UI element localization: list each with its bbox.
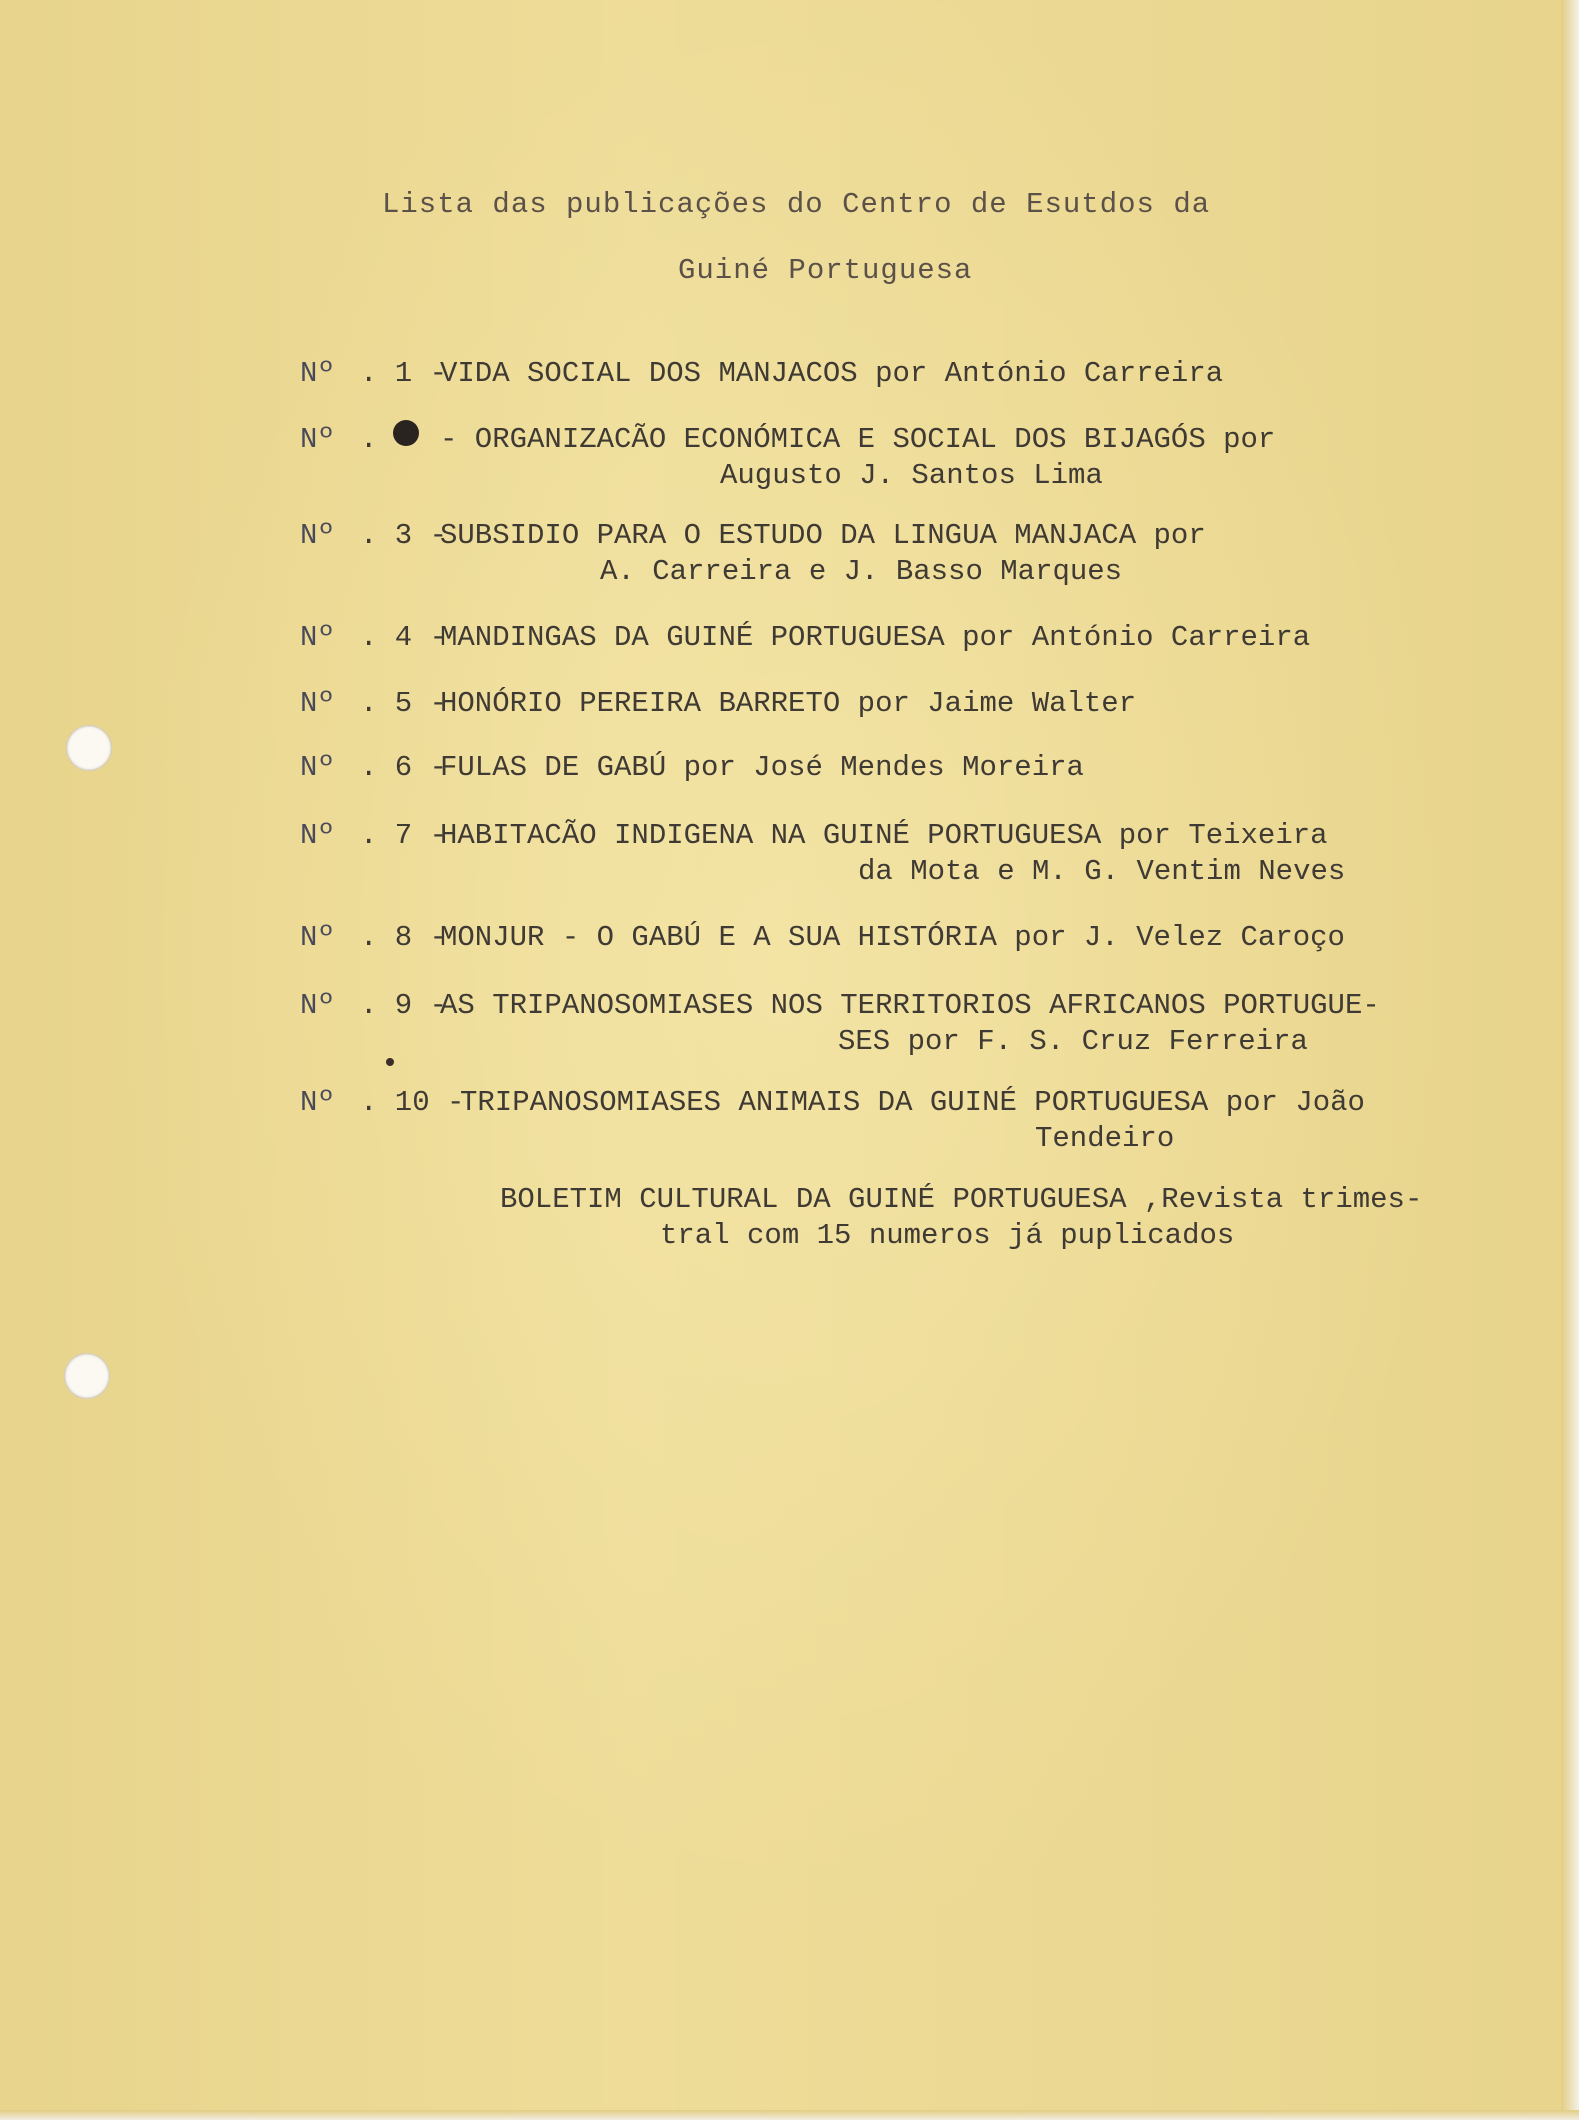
entry-number-label: Nº: [300, 423, 335, 456]
entry-author: da Mota e M. G. Ventim Neves: [858, 855, 1346, 888]
entry-title: MANDINGAS DA GUINÉ PORTUGUESA por António Carreira: [440, 621, 1311, 654]
boletim-line-2: tral com 15 numeros já puplicados: [660, 1219, 1235, 1252]
entry-title: SUBSIDIO PARA O ESTUDO DA LINGUA MANJACA por: [440, 519, 1206, 552]
entry-number: . 4 -: [360, 621, 448, 654]
boletim-note: [500, 1182, 1423, 1252]
entry-title: HONÓRIO PEREIRA BARRETO por Jaime Walter: [440, 687, 1137, 720]
entry-title: AS TRIPANOSOMIASES NOS TERRITORIOS AFRICANOS PORTUGUE-: [440, 989, 1380, 1022]
page-title-line-1: Lista das publicações do Centro de Esutdos da: [382, 188, 1211, 221]
entry-number-label: Nº: [300, 989, 335, 1022]
entry-title: FULAS DE GABÚ por José Mendes Moreira: [440, 751, 1084, 784]
entry-number: . 9 -: [360, 989, 448, 1022]
entry-title: MONJUR - O GABÚ E A SUA HISTÓRIA por J. Velez Caroço: [440, 921, 1345, 954]
entry-number-label: Nº: [300, 357, 335, 390]
entry-number: . 7 -: [360, 819, 448, 852]
ink-speck: [386, 1058, 394, 1066]
entry-title: VIDA SOCIAL DOS MANJACOS por António Carreira: [440, 357, 1224, 390]
entry-author: SES por F. S. Cruz Ferreira: [838, 1025, 1308, 1058]
entry-number: . 3 -: [360, 519, 448, 552]
boletim-line-1: BOLETIM CULTURAL DA GUINÉ PORTUGUESA ,Revista trimes-: [500, 1183, 1423, 1216]
page-title-line-2: Guiné Portuguesa: [678, 254, 973, 287]
paper-edge-right: [1561, 0, 1579, 2120]
entry-number: . 10 -: [360, 1086, 465, 1119]
entry-author: Augusto J. Santos Lima: [720, 459, 1103, 492]
entry-number: .: [360, 423, 378, 456]
entry-number: . 6 -: [360, 751, 448, 784]
entry-title: - ORGANIZACÃO ECONÓMICA E SOCIAL DOS BIJAGÓS por: [440, 423, 1276, 456]
entry-number: . 8 -: [360, 921, 448, 954]
ink-blot-over-number-2: [393, 420, 419, 446]
entry-number-label: Nº: [300, 819, 335, 852]
entry-number-label: Nº: [300, 1086, 335, 1119]
entry-number-label: Nº: [300, 621, 335, 654]
entry-number-label: Nº: [300, 751, 335, 784]
entry-author: Tendeiro: [1035, 1122, 1175, 1155]
entry-number: . 5 -: [360, 687, 448, 720]
entry-number-label: Nº: [300, 921, 335, 954]
paper-edge-bottom: [0, 2110, 1579, 2120]
entry-title: HABITACÃO INDIGENA NA GUINÉ PORTUGUESA por Teixeira: [440, 819, 1328, 852]
entry-number-label: Nº: [300, 519, 335, 552]
punch-hole-lower: [64, 1353, 110, 1399]
entry-title: TRIPANOSOMIASES ANIMAIS DA GUINÉ PORTUGUESA por João: [460, 1086, 1365, 1119]
punch-hole-upper: [66, 725, 112, 771]
entry-author: A. Carreira e J. Basso Marques: [600, 555, 1123, 588]
entry-number-label: Nº: [300, 687, 335, 720]
entry-number: . 1 -: [360, 357, 448, 390]
